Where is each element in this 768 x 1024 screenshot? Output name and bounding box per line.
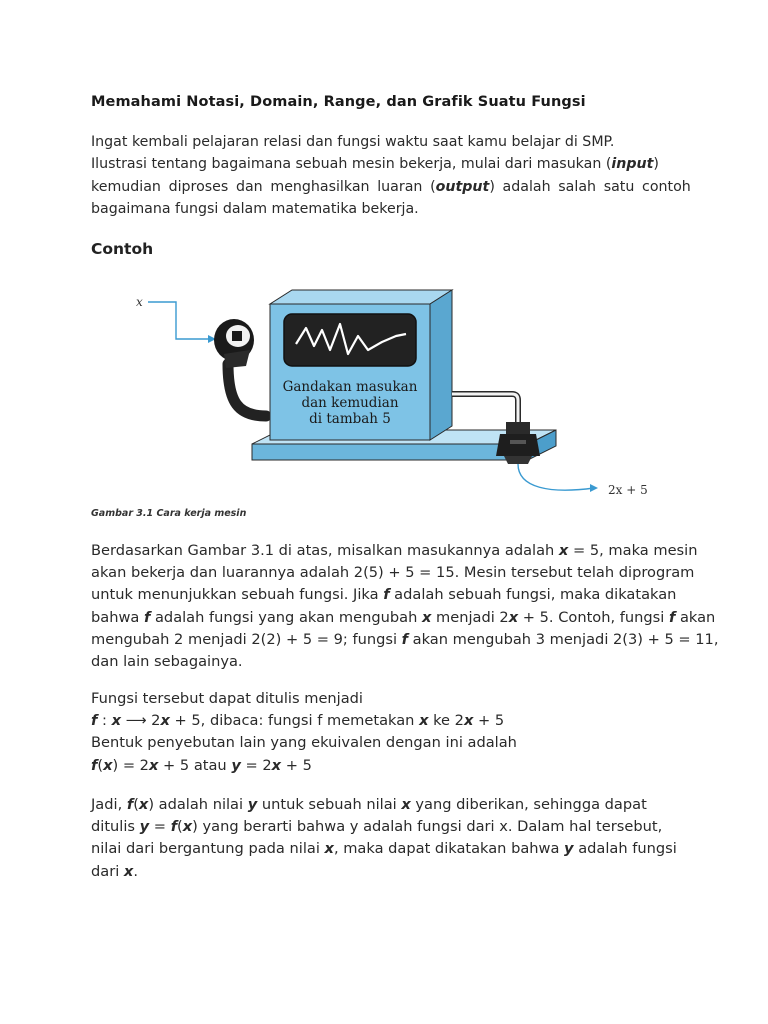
output-label: 2x + 5 (608, 483, 648, 497)
para4-line-1: Jadi, f(x) adalah nilai y untuk sebuah nilai x yang diberikan, sehingga dapat (91, 796, 647, 813)
para4-line-4: dari x. (91, 862, 138, 880)
intro-paragraph (91, 131, 691, 221)
para4-line-2: ditulis y = f(x) yang berarti bahwa y adalah fungsi dari x. Dalam hal tersebut, (91, 818, 663, 836)
machine-figure (100, 284, 680, 504)
para4-line-3: nilai dari bergantung pada nilai x, maka dapat dikatakan bahwa y adalah fungsi (91, 840, 677, 858)
notation-paragraph (91, 688, 678, 777)
machine-text-1: Gandakan masukan (282, 379, 418, 395)
section-heading: Contoh (91, 240, 154, 258)
machine-top (270, 290, 452, 304)
intro-line-4: bagaimana fungsi dalam matematika bekerja. (91, 201, 419, 218)
output-arrow (518, 464, 594, 490)
para2-line-1: Berdasarkan Gambar 3.1 di atas, misalkan masukannya adalah x = 5, maka mesin (91, 542, 698, 559)
figure-caption: Gambar 3.1 Cara kerja mesin (91, 508, 247, 519)
input-label: x (136, 295, 143, 309)
machine-text-2: dan kemudian (301, 395, 399, 411)
input-plug (214, 319, 254, 368)
para2-line-6: dan lain sebagainya. (91, 653, 243, 671)
page-title: Memahami Notasi, Domain, Range, dan Grafik Suatu Fungsi (91, 94, 586, 110)
explanation-paragraph (91, 540, 719, 673)
para2-line-2: akan bekerja dan luarannya adalah 2(5) + 5 = 15. Mesin tersebut telah diprogram (91, 564, 695, 582)
intro-line-1: Ingat kembali pelajaran relasi dan fungsi waktu saat kamu belajar di SMP. (91, 134, 615, 150)
input-arrow (148, 302, 212, 339)
para3-line-1: Fungsi tersebut dapat ditulis menjadi (91, 690, 363, 707)
intro-line-2: Ilustrasi tentang bagaimana sebuah mesin bekerja, mulai dari masukan (input) (91, 156, 659, 173)
intro-line-3: kemudian diproses dan menghasilkan luaran (output) adalah salah satu contoh (91, 178, 691, 195)
machine-screen (284, 314, 416, 366)
conclusion-paragraph (91, 794, 678, 883)
output-term: output (435, 178, 490, 195)
machine-text-3: di tambah 5 (309, 411, 391, 427)
output-arrowhead (590, 484, 598, 492)
output-pipe (452, 394, 518, 422)
para3-line-4: f(x) = 2x + 5 atau y = 2x + 5 (91, 756, 312, 774)
para3-line-3: Bentuk penyebutan lain yang ekuivalen dengan ini adalah (91, 734, 517, 752)
para2-line-5: mengubah 2 menjadi 2(2) + 5 = 9; fungsi f akan mengubah 3 menjadi 2(3) + 5 = 11, (91, 630, 719, 648)
para2-line-4: bahwa f adalah fungsi yang akan mengubah x menjadi 2x + 5. Contoh, fungsi f akan (91, 608, 716, 626)
machine-side (430, 290, 452, 440)
para3-line-2: f : x ⟶ 2x + 5, dibaca: fungsi f memetakan x ke 2x + 5 (91, 712, 505, 730)
input-term: input (611, 156, 654, 173)
para2-line-3: untuk menunjukkan sebuah fungsi. Jika f adalah sebuah fungsi, maka dikatakan (91, 586, 677, 604)
input-cable (228, 364, 266, 416)
